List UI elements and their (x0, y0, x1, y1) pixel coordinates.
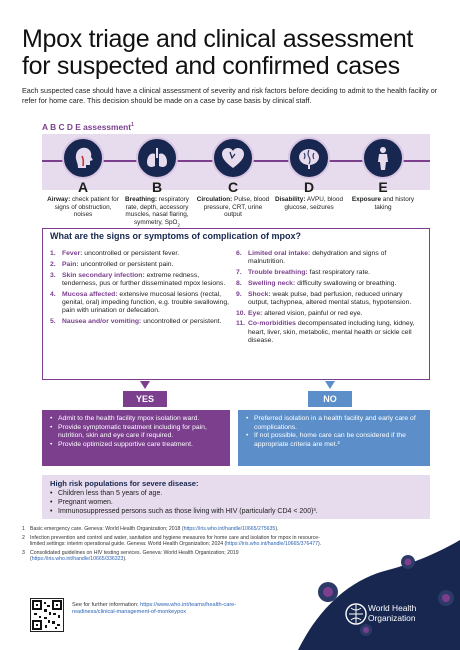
reference-item: 1 Basic emergency care. Geneva: World Health Organization; 2018 (https://iris.who.int/handle/10665/275635). (22, 526, 279, 532)
no-tag: NO (308, 391, 352, 407)
abcde-item-d: D Disability: AVPU, blood glucose, seizures (272, 137, 346, 211)
brain-icon (288, 137, 330, 179)
heart-icon (212, 137, 254, 179)
no-box (238, 410, 430, 466)
arrow-down-icon (140, 381, 150, 389)
qr-code-icon[interactable] (30, 598, 64, 632)
sign-item: 7. Trouble breathing: fast respiratory rate. (236, 269, 370, 276)
list-item: • Admit to the health facility mpox isolation ward. (50, 415, 200, 422)
list-item: • Immunosuppressed persons such as those living with HIV (particularly CD4 < 200)³. (50, 508, 318, 515)
signs-left-column (50, 250, 236, 329)
further-info: See for further information: https://www.who.int/teams/health-care-readiness/clinical-management-of-monkeypox (72, 602, 237, 615)
list-item: • Provide optimized supportive care treatment. (50, 440, 193, 448)
abcde-item-b: B Breathing: respiratory rate, depth, accessory muscles, nasal flaring, symmetry, SpO$_2$ (120, 137, 194, 229)
signs-right-column (236, 250, 422, 348)
reference-link[interactable]: https://iris.who.int/handle/10665/336323 (31, 556, 124, 563)
list-item: • If not possible, home care can be considered if the appropriate criteria are met.² (246, 432, 406, 448)
sign-item: 9. Shock: weak pulse, bad perfusion, reduced urinary output, tachypnea, altered mental status, hypotension. (236, 290, 412, 306)
reference-item: 2 Infection prevention and control and water, sanitation and hygiene measures for home care and isolation for mpox in resource-limited settings: interim operational guide. Geneva: World Health Organization; 2024 (https://iris.who.int/handle/10665/376477). (22, 534, 322, 548)
abcde-item-a: A Airway: check patient for signs of obstruction, noises (46, 137, 120, 219)
sign-item: 8. Swelling neck: difficulty swallowing or breathing. (236, 279, 397, 287)
signs-heading: What are the signs or symptoms of complication of mpox? (50, 231, 302, 241)
body-icon (362, 137, 404, 179)
list-item: • Pregnant women. (50, 499, 113, 506)
list-item: • Preferred isolation in a health facility and early care of complications. (246, 415, 416, 431)
abcde-item-e: E Exposure and history taking (346, 137, 420, 211)
sign-item: 3. Skin secondary infection: extreme redness, tenderness, pus or further disseminated mpox lesions. (50, 271, 226, 287)
sign-item: 5. Nausea and/or vomiting: uncontrolled or persistent. (50, 317, 222, 325)
intro-text: Each suspected case should have a clinical assessment of severity and risk factors before deciding to admit to the health facility or refer for home care. This decision should be made on a case by case basis by clinical staff. (22, 86, 438, 105)
arrow-down-icon (325, 381, 335, 389)
reference-item: 3 Consolidated guidelines on HIV testing services. Geneva: World Health Organization; 2019 (https://iris.who.int/handle/10665/336323). (22, 549, 239, 563)
sign-item: 1. Fever: uncontrolled or persistent fever. (50, 250, 180, 257)
sign-item: 6. Limited oral intake: dehydration and signs of malnutrition. (236, 250, 387, 266)
reference-link[interactable]: https://iris.who.int/handle/10665/376477 (226, 541, 318, 548)
list-item: • Children less than 5 years of age. (50, 490, 163, 497)
list-item: • Provide symptomatic treatment including for pain, nutrition, skin and eye care if required. (50, 423, 207, 440)
abcde-heading: A B C D E assessment$^1$ (42, 122, 134, 132)
reference-link[interactable]: https://iris.who.int/handle/10665/275635 (183, 526, 276, 532)
risk-box: High risk populations for severe disease: • Children less than 5 years of age. • Pregnant women. • Immunosuppressed persons such as those living with HIV (particularly CD4 < 200)³. (42, 475, 430, 519)
abcde-item-c: C Circulation: Pulse, blood pressure, CRT, urine output (196, 137, 270, 219)
yes-tag: YES (123, 391, 167, 407)
lungs-icon (136, 137, 178, 179)
sign-item: 10. Eye: altered vision, painful or red eye. (236, 309, 363, 317)
sign-item: 2. Pain: uncontrolled or persistent pain. (50, 260, 174, 268)
decorative-wave (258, 540, 460, 650)
info-link[interactable]: https://www.who.int/teams/health-care-readiness/clinical-management-of-monkeypox (72, 602, 237, 615)
sign-item: 4. Mucosa affected: extensive mucosal lesions (rectal, genital, oral) impeding function, e.g. trouble swallowing, pain with urination or defecation. (50, 290, 229, 314)
page-title: Mpox triage and clinical assessment for suspected and confirmed cases (22, 25, 414, 80)
airway-head-icon (62, 137, 104, 179)
yes-box (42, 410, 230, 466)
who-logo-text: World Health Organization (368, 603, 417, 623)
sign-item: 11. Co-morbidities decompensated including lung, kidney, heart, liver, skin, metabolic, mental health or sickle cell disease. (236, 320, 415, 344)
